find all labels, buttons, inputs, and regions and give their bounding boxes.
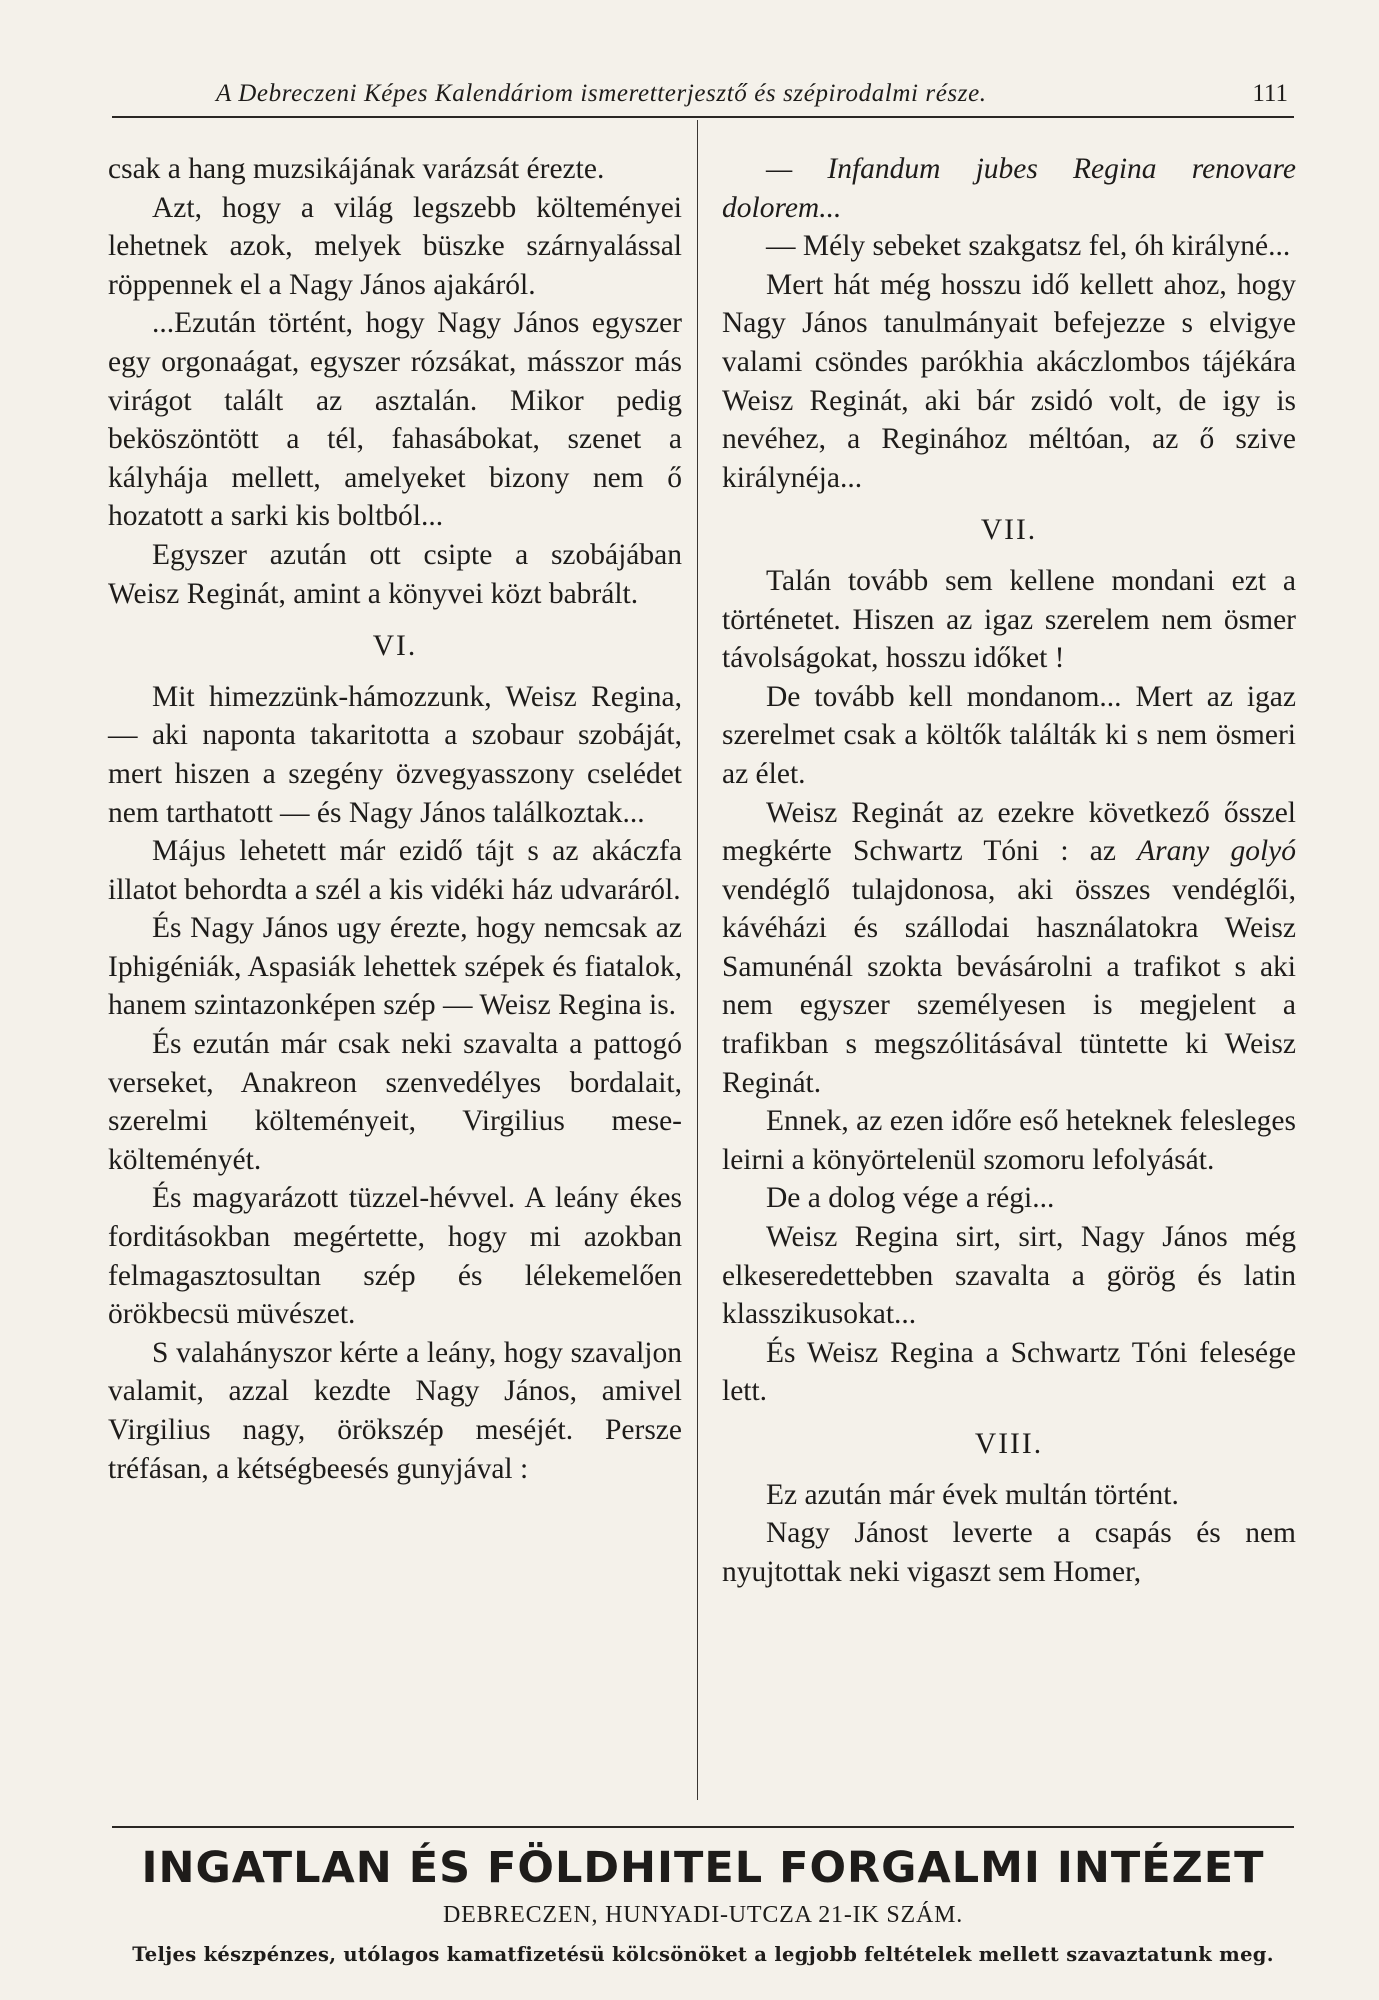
advertisement-title: INGATLAN ÉS FÖLDHITEL FORGALMI INTÉZET — [141, 1843, 1265, 1893]
text-run: vendéglő tulajdonosa, aki összes vendéglői, kávéházi és szállodai használatokra Weisz Samunénál szokta bevásárolni a trafikot s aki nem egyszer személyesen is megjelent a trafikban s megszólitásával tüntette ki Weisz Reginát. — [722, 873, 1296, 1099]
paragraph: Mit himezzünk-hámozzunk, Weisz Regina, — aki naponta takaritotta a szobaur szobáját, mert hiszen a szegény özvegyasszony cselédet nem tarthatott — és Nagy János találkoztak... — [108, 680, 682, 829]
paragraph: — Mély sebeket szakgatsz fel, óh királyné... — [766, 230, 1291, 263]
paragraph: Május lehetett már ezidő tájt s az akáczfa illatot behordta a szél a kis vidéki ház udvaráról. — [108, 835, 682, 906]
right-column — [722, 150, 1296, 1591]
advertisement-note: Teljes készpénzes, utólagos kamatfizetésü kölcsönöket a legjobb feltételek mellett szavaztatunk meg. — [132, 1943, 1274, 1966]
paragraph: De a dolog vége a régi... — [766, 1182, 1055, 1215]
header-title: A Debreczeni Képes Kalendáriom ismeretterjesztő és szépirodalmi része. — [216, 80, 987, 107]
advertisement-rule — [112, 1826, 1294, 1828]
paragraph: És magyarázott tüzzel-hévvel. A leány ékes forditásokban megértette, hogy mi azokban felmagasztosultan szép és lélekemelően örökbecsü müvészet. — [108, 1182, 682, 1331]
section-heading-viii: VIII. — [974, 1428, 1044, 1460]
paragraph: S valahányszor kérte a leány, hogy szavaljon valamit, azzal kezdte Nagy János, amivel Virgilius nagy, örökszép meséjét. Persze tréfásan, a kétségbeesés gunyjával : — [108, 1336, 682, 1485]
inn-name: Arany golyó — [1137, 835, 1297, 868]
paragraph: ...Ezután történt, hogy Nagy János egyszer egy orgonaágat, egyszer rózsákat, másszor más virágot talált az asztalán. Mikor pedig beköszöntött a tél, fahasábokat, szenet a kályhája mellett, amelyeket bizony nem ő hozatott a sarki kis boltból... — [108, 307, 682, 533]
paragraph: Ennek, az ezen időre eső heteknek felesleges leirni a könyörtelenül szomoru lefolyását. — [722, 1105, 1296, 1176]
text-run: Weisz Reginát az ezekre következő ősszel megkérte Schwartz Tóni : az — [722, 796, 1296, 868]
section-heading-vii: VII. — [980, 514, 1038, 547]
paragraph: Weisz Regina sirt, sirt, Nagy János még elkeseredettebben szavalta a görög és latin klasszikusokat... — [722, 1221, 1296, 1331]
left-column — [108, 150, 682, 1488]
paragraph: Mert hát még hosszu idő kellett ahoz, hogy Nagy János tanulmányait befejezze s elvigye valami csöndes parókhia akáczlombos tájékára Weisz Reginát, aki bár zsidó volt, de igy is nevéhez, a Reginához méltóan, az ő szive királynéja... — [722, 268, 1296, 494]
paragraph: Nagy Jánost leverte a csapás és nem nyujtottak neki vigaszt sem Homer, — [722, 1517, 1296, 1588]
paragraph: És ezután már csak neki szavalta a pattogó verseket, Anakreon szenvedélyes bordalait, szerelmi költeményeit, Virgilius mese-költeményét. — [108, 1028, 682, 1176]
running-header — [112, 76, 1294, 118]
paragraph: De tovább kell mondanom... Mert az igaz szerelmet csak a költők találták ki s nem ösmeri az élet. — [722, 680, 1296, 790]
paragraph: És Weisz Regina a Schwartz Tóni felesége lett. — [722, 1336, 1296, 1408]
column-divider — [697, 120, 698, 1800]
latin-quote-text: — Infandum jubes Regina renovare dolorem... — [722, 153, 1296, 224]
paragraph: Talán tovább sem kellene mondani ezt a történetet. Hiszen az igaz szerelem nem ösmer távolságokat, hosszu időket ! — [722, 564, 1296, 675]
paragraph: Egyszer azután ott csipte a szobájában Weisz Reginát, amint a könyvei közt babrált. — [108, 538, 682, 610]
page-number: 111 — [1252, 80, 1288, 107]
advertisement-address: DEBRECZEN, HUNYADI-UTCZA 21-IK SZÁM. — [442, 1902, 964, 1928]
paragraph: Azt, hogy a világ legszebb költeményei lehetnek azok, melyek büszke szárnyalással röppennek el a Nagy János ajakáról. — [108, 191, 682, 301]
paragraph: Ez azután már évek multán történt. — [766, 1478, 1179, 1511]
paragraph: És Nagy János ugy érezte, hogy nemcsak az Iphigéniák, Aspasiák lehettek szépek és fiatalok, hanem szintazonképen szép — Weisz Regina is. — [108, 912, 682, 1022]
latin-quote — [722, 150, 1296, 227]
paragraph — [722, 794, 1296, 1103]
section-heading-vi: VI. — [372, 630, 418, 663]
paragraph: csak a hang muzsikájának varázsát érezte. — [108, 153, 605, 185]
